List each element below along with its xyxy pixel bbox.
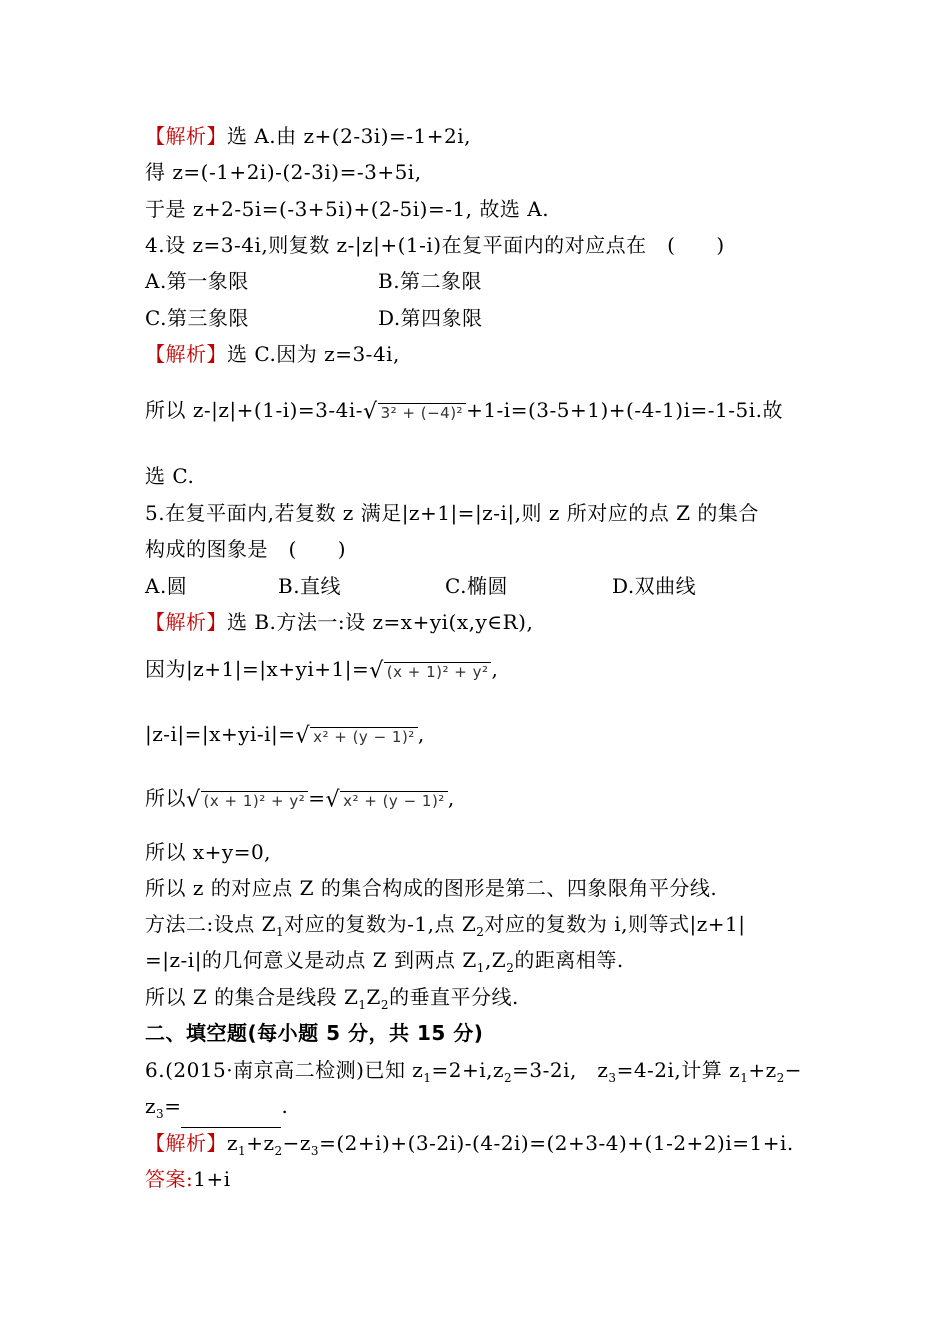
subscript: 1	[476, 961, 485, 975]
answer-tag: 答案:	[145, 1167, 194, 1191]
q5-analysis-line-8	[145, 946, 624, 982]
q5-analysis-line-9	[145, 983, 519, 1019]
analysis-text: Z	[366, 985, 381, 1009]
q4-analysis-line-3: 选 C.	[145, 464, 195, 488]
analysis-text: 选 B.方法一:设 z=x+yi(x,y∈R),	[227, 610, 534, 634]
subscript: 3	[310, 1144, 320, 1158]
q4-option-b: B.第二象限	[378, 269, 483, 293]
q6-answer-line	[145, 1165, 231, 1193]
subscript: 1	[358, 998, 367, 1012]
q3-analysis-line-2: 得 z=(-1+2i)-(2-3i)=-3+5i,	[145, 160, 422, 184]
sqrt-expression: √ x² + (y − 1)²	[296, 721, 418, 751]
q4-option-d: D.第四象限	[378, 306, 483, 330]
analysis-tag: 【解析】	[145, 1131, 227, 1155]
analysis-text: 的距离相等.	[514, 948, 624, 972]
q4-option-a: A.第一象限	[145, 269, 249, 293]
analysis-text: ,	[491, 657, 499, 681]
question-text: .	[281, 1094, 289, 1118]
analysis-text: ,Z	[484, 948, 507, 972]
analysis-text: ,	[417, 722, 425, 746]
answer-text: 1+i	[193, 1167, 231, 1191]
analysis-text: +z	[246, 1131, 275, 1155]
analysis-tag: 【解析】	[145, 124, 227, 148]
analysis-text: 所以	[145, 786, 186, 810]
subscript: 1	[740, 1071, 749, 1085]
subscript: 2	[476, 925, 485, 939]
analysis-text: 方法二:设点 Z	[145, 912, 276, 936]
sqrt-expression: √ (x + 1)² + y²	[186, 785, 308, 815]
q5-analysis-line-3	[145, 720, 425, 750]
q6-analysis-line	[145, 1129, 794, 1165]
question-text: =2+i,z	[431, 1058, 505, 1082]
q5-stem-line-2: 构成的图象是 ( )	[145, 537, 347, 561]
q5-option-c: C.椭圆	[445, 574, 508, 598]
analysis-text: =|z-i|的几何意义是动点 Z 到两点 Z	[145, 948, 477, 972]
q5-option-d: D.双曲线	[612, 574, 697, 598]
q6-stem-line-1	[145, 1056, 802, 1092]
q5-analysis-line-4	[145, 784, 455, 814]
subscript: 2	[506, 961, 515, 975]
analysis-text: =	[308, 786, 326, 810]
q4-analysis-line-1	[145, 340, 400, 368]
q5-option-a: A.圆	[145, 574, 188, 598]
question-text: −	[784, 1058, 803, 1082]
q5-analysis-line-7	[145, 910, 745, 946]
sqrt-expression: √ (x + 1)² + y²	[369, 656, 491, 686]
q5-analysis-line-2	[145, 655, 498, 685]
analysis-text: 对应的复数为 i,则等式|z+1|	[484, 912, 746, 936]
analysis-tag: 【解析】	[145, 342, 227, 366]
sqrt-expression: √ x² + (y − 1)²	[326, 785, 448, 815]
q3-analysis-line-1	[145, 122, 471, 150]
question-text: =	[164, 1094, 182, 1118]
q5-analysis-line-6: 所以 z 的对应点 Z 的集合构成的图形是第二、四象限角平分线.	[145, 876, 718, 900]
question-text: =3-2i, z	[512, 1058, 609, 1082]
analysis-text: ,	[447, 786, 455, 810]
q3-analysis-line-3: 于是 z+2-5i=(-3+5i)+(2-5i)=-1, 故选 A.	[145, 197, 550, 221]
analysis-text: z	[227, 1131, 239, 1155]
subscript: 1	[238, 1144, 247, 1158]
analysis-text: |z-i|=|x+yi-i|=	[145, 722, 296, 746]
analysis-text: 因为|z+1|=|x+yi+1|=	[145, 657, 370, 681]
subscript: 1	[276, 925, 285, 939]
q5-stem-line-1: 5.在复平面内,若复数 z 满足|z+1|=|z-i|,则 z 所对应的点 Z 的集合	[145, 501, 759, 525]
question-text: +z	[748, 1058, 777, 1082]
analysis-text: +1-i=(3-5+1)+(-4-1)i=-1-5i.故	[466, 398, 783, 422]
question-text: 6.(2015·南京高二检测)已知 z	[145, 1058, 424, 1082]
question-text: z	[145, 1094, 157, 1118]
analysis-text: =(2+i)+(3-2i)-(4-2i)=(2+3-4)+(1-2+2)i=1+i.	[319, 1131, 794, 1155]
question-text: =4-2i,计算 z	[616, 1058, 741, 1082]
analysis-text: 所以 z-|z|+(1-i)=3-4i-	[145, 398, 364, 422]
analysis-tag: 【解析】	[145, 610, 227, 634]
analysis-text: 的垂直平分线.	[389, 985, 519, 1009]
q4-stem: 4.设 z=3-4i,则复数 z-|z|+(1-i)在复平面内的对应点在 ( )	[145, 233, 725, 257]
subscript: 1	[423, 1071, 432, 1085]
analysis-text: −z	[282, 1131, 311, 1155]
analysis-text: 选 A.由 z+(2-3i)=-1+2i,	[227, 124, 471, 148]
q5-analysis-line-1	[145, 608, 533, 636]
q5-analysis-line-5: 所以 x+y=0,	[145, 840, 272, 864]
answer-blank	[181, 1107, 281, 1128]
section-heading: 二、填空题(每小题 5 分，共 15 分)	[145, 1021, 484, 1045]
subscript: 3	[156, 1107, 165, 1121]
subscript: 2	[380, 998, 390, 1012]
q5-option-b: B.直线	[278, 574, 342, 598]
subscript: 3	[608, 1071, 617, 1085]
subscript: 2	[776, 1071, 785, 1085]
subscript: 2	[504, 1071, 513, 1085]
analysis-text: 所以 Z 的集合是线段 Z	[145, 985, 359, 1009]
q4-analysis-line-2	[145, 396, 783, 426]
analysis-text: 对应的复数为-1,点 Z	[284, 912, 477, 936]
sqrt-expression: √ 3² + (−4)²	[363, 397, 466, 427]
q6-stem-line-2	[145, 1092, 288, 1128]
subscript: 2	[274, 1144, 283, 1158]
q4-option-c: C.第三象限	[145, 306, 249, 330]
analysis-text: 选 C.因为 z=3-4i,	[227, 342, 400, 366]
